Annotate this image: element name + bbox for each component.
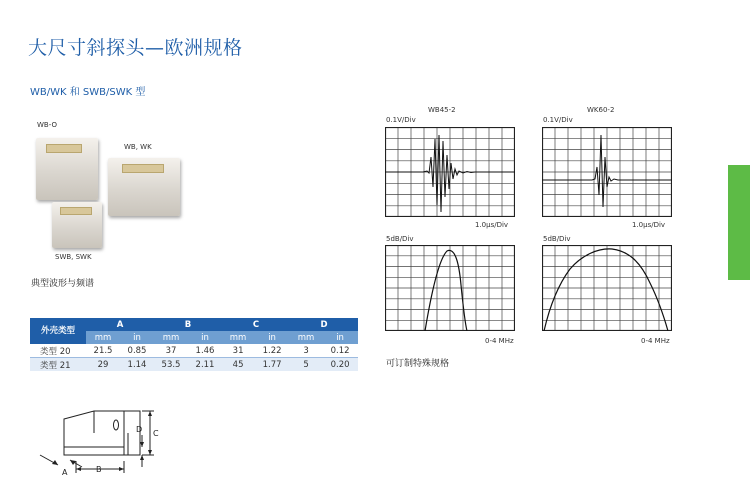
header-type: 外壳类型	[30, 318, 86, 344]
scope2-spectrum-curve	[544, 249, 668, 331]
table-cell: 0.20	[322, 358, 358, 372]
scope2-title: WK60-2	[587, 106, 615, 114]
dim-label-d: D	[136, 425, 143, 434]
table-cell: 1.46	[188, 344, 222, 358]
label-wb-o: WB-O	[37, 121, 57, 129]
unit-cell: mm	[222, 331, 254, 344]
table-cell: 53.5	[154, 358, 188, 372]
page-subtitle: WB/WK 和 SWB/SWK 型	[30, 87, 146, 98]
scope2-x-label: 1.0µs/Div	[632, 221, 666, 229]
table-cell: 1.22	[254, 344, 290, 358]
side-tab	[728, 165, 750, 280]
scope1-title: WB45-2	[428, 106, 456, 114]
probe-photo-wb-o	[36, 138, 98, 200]
table-cell: 2.11	[188, 358, 222, 372]
unit-cell: in	[322, 331, 358, 344]
scope2-waveform-plot	[542, 127, 672, 217]
table-cell: 0.85	[120, 344, 154, 358]
probe-photo-swb-swk	[52, 202, 102, 248]
scope1-x-label: 1.0µs/Div	[475, 221, 509, 229]
table-cell: 1.14	[120, 358, 154, 372]
scope1-waveform-plot	[385, 127, 515, 217]
table-cell: 0.12	[322, 344, 358, 358]
table-row	[30, 358, 358, 372]
table-cell: 29	[86, 358, 120, 372]
scope2-spec-label: 5dB/Div	[543, 235, 571, 243]
label-swb-swk: SWB, SWK	[55, 253, 92, 261]
scope2-freq-label: 0-4 MHz	[641, 337, 670, 345]
scope1-y-label: 0.1V/Div	[386, 116, 416, 124]
unit-cell: mm	[154, 331, 188, 344]
scope1-spectrum-curve	[425, 250, 467, 331]
page-title: 大尺寸斜探头—欧洲规格	[28, 37, 243, 59]
table-row	[30, 344, 358, 358]
table-cell: 31	[222, 344, 254, 358]
table-cell: 45	[222, 358, 254, 372]
dim-label-b: B	[96, 465, 102, 474]
table-cell: 1.77	[254, 358, 290, 372]
table-cell: 21.5	[86, 344, 120, 358]
table-cell: 3	[290, 344, 322, 358]
label-wb-wk: WB, WK	[124, 143, 152, 151]
scope1-freq-label: 0-4 MHz	[485, 337, 514, 345]
header-d: D	[290, 318, 358, 331]
unit-cell: in	[188, 331, 222, 344]
header-b: B	[154, 318, 222, 331]
scope1-spectrum-plot	[385, 245, 515, 331]
table-cell: 5	[290, 358, 322, 372]
unit-cell: mm	[86, 331, 120, 344]
probe-photo-wb-wk	[108, 158, 180, 216]
dimension-drawing	[30, 405, 180, 490]
table-cell: 37	[154, 344, 188, 358]
scope2-y-label: 0.1V/Div	[543, 116, 573, 124]
unit-cell: mm	[290, 331, 322, 344]
unit-cell: in	[120, 331, 154, 344]
dim-label-a: A	[62, 468, 68, 477]
dim-label-c: C	[153, 429, 159, 438]
row-type: 类型 21	[30, 358, 86, 372]
scope1-spec-label: 5dB/Div	[386, 235, 414, 243]
header-a: A	[86, 318, 154, 331]
unit-cell: in	[254, 331, 290, 344]
custom-spec-note: 可订制特殊规格	[386, 359, 450, 369]
header-c: C	[222, 318, 290, 331]
row-type: 类型 20	[30, 344, 86, 358]
scope2-spectrum-plot	[542, 245, 672, 331]
waveform-caption: 典型波形与频谱	[31, 279, 95, 289]
spec-table	[30, 318, 358, 371]
